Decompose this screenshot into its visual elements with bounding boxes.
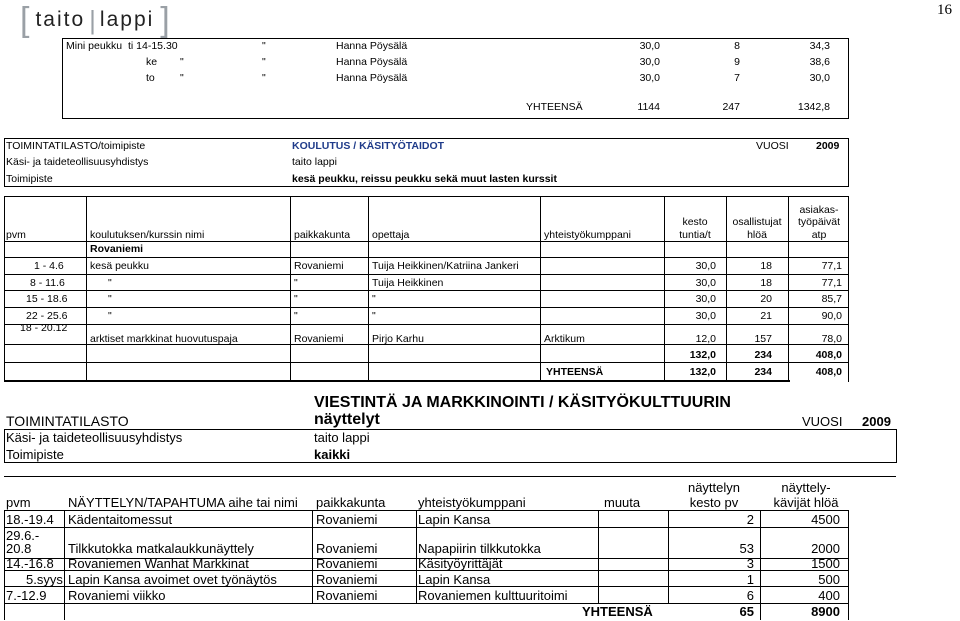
s1-h-kesto: kesto — [682, 216, 708, 228]
s2-cell-partner: Lapin Kansa — [418, 572, 491, 587]
s1-subtotal-atp: 408,0 — [815, 349, 842, 361]
s1-h-kesto-unit: tuntia/t — [679, 229, 711, 241]
s2-cell-partner: Käsityöyrittäjät — [418, 556, 503, 571]
top-cell-atp: 30,0 — [809, 72, 830, 84]
s1-cell-kesto: 30,0 — [695, 260, 716, 272]
top-cell-ditto: " — [262, 72, 266, 84]
s1-cell-place: " — [294, 293, 298, 305]
s2-h-duration-unit: kesto pv — [689, 495, 739, 510]
s1-cell-pvm: 15 - 18.6 — [26, 293, 68, 305]
s1-cell-pvm: 22 - 25.6 — [26, 310, 68, 322]
top-cell-day: to — [146, 72, 155, 84]
top-total-label: YHTEENSÄ — [526, 101, 583, 113]
s1-subtotal-kesto: 132,0 — [689, 349, 716, 361]
top-cell-atp: 38,6 — [809, 56, 830, 68]
s1-cell-osall: 21 — [760, 310, 772, 322]
s2-h-partner: yhteistyökumppani — [418, 495, 526, 510]
s2-cell-visitors: 400 — [818, 588, 840, 603]
top-cell-teacher: Hanna Pöysälä — [336, 40, 408, 52]
s1-h-atp-2: työpäivät — [797, 216, 841, 228]
s2-cell-duration: 2 — [746, 512, 754, 527]
s2-cell-pvm: 14.-16.8 — [6, 556, 54, 571]
s1-cell-teacher: " — [372, 310, 376, 322]
s2-h-visitors-unit: kävijät hlöä — [773, 495, 839, 510]
top-cell-ditto: " — [262, 40, 266, 52]
s2-cell-event: Rovaniemen Wanhat Markkinat — [68, 556, 249, 571]
s2-unit: kaikki — [314, 447, 351, 462]
s2-cell-pvm: 5.syys — [26, 572, 63, 587]
s1-h-osall-unit: hlöä — [747, 229, 767, 241]
s1-h-atp-1: asiakas- — [799, 204, 839, 216]
s1-total-label: YHTEENSÄ — [546, 366, 604, 378]
top-total-osall: 247 — [722, 101, 740, 113]
s1-cell-place: " — [294, 277, 298, 289]
s2-topic-line1: VIESTINTÄ JA MARKKINOINTI / KÄSITYÖKULTTUURIN — [314, 394, 731, 411]
top-cell-teacher: Hanna Pöysälä — [336, 56, 408, 68]
s1-cell-name: " — [108, 310, 112, 322]
s2-cell-visitors: 2000 — [811, 541, 840, 556]
s1-h-name: koulutuksen/kurssin nimi — [90, 229, 205, 241]
s1-cell-atp: 85,7 — [821, 293, 842, 305]
s1-cell-pvm: 1 - 4.6 — [34, 260, 64, 272]
s2-cell-partner: Lapin Kansa — [418, 512, 491, 527]
s2-h-duration: näyttelyn — [687, 480, 741, 495]
s1-cell-osall: 20 — [760, 293, 772, 305]
s1-cell-teacher: Tuija Heikkinen/Katriina Jankeri — [372, 260, 519, 272]
top-cell-teacher: Hanna Pöysälä — [336, 72, 408, 84]
s1-cell-place: " — [294, 310, 298, 322]
taito-lappi-logo — [20, 3, 170, 37]
s1-cell-atp: 77,1 — [821, 277, 842, 289]
logo-separator: | — [89, 5, 96, 35]
s1-assoc: taito lappi — [292, 156, 337, 168]
s1-h-teacher: opettaja — [372, 229, 410, 241]
s1-subtotal-osall: 234 — [754, 349, 772, 361]
s2-h-event: NÄYTTELYN/TAPAHTUMA aihe tai nimi — [68, 495, 298, 510]
s2-cell-pvm: 18.-19.4 — [6, 512, 54, 527]
s2-unit-label: Toimipiste — [6, 447, 64, 462]
s2-cell-duration: 53 — [739, 541, 754, 556]
top-total-atp: 1342,8 — [797, 101, 830, 113]
s2-cell-place: Rovaniemi — [316, 588, 378, 603]
s2-h-other: muuta — [604, 495, 641, 510]
s1-cell-teacher: " — [372, 293, 376, 305]
s2-cell-place: Rovaniemi — [316, 512, 378, 527]
s1-cell-name: " — [108, 277, 112, 289]
s2-cell-place: Rovaniemi — [316, 541, 378, 556]
top-cell-kesto: 30,0 — [639, 40, 660, 52]
s1-unit-label: Toimipiste — [6, 173, 53, 185]
s1-cell-kesto: 12,0 — [695, 333, 716, 345]
s1-h-atp-3: atp — [811, 229, 827, 241]
s2-cell-visitors: 500 — [818, 572, 840, 587]
s1-cell-name: kesä peukku — [90, 260, 149, 272]
s2-topic-line2: näyttelyt — [314, 411, 380, 428]
s2-cell-visitors: 1500 — [811, 556, 840, 571]
s2-total-label: YHTEENSÄ — [582, 604, 653, 619]
s1-topic: KOULUTUS / KÄSITYÖTAIDOT — [292, 140, 445, 152]
s2-cell-event: Tilkkutokka matkalaukkunäyttely — [68, 541, 254, 556]
s1-cell-name: " — [108, 293, 112, 305]
s1-cell-osall: 18 — [760, 260, 772, 272]
s2-org-label: TOIMINTATILASTO — [6, 413, 129, 429]
s2-cell-duration: 6 — [746, 588, 754, 603]
s2-h-visitors: näyttely- — [781, 480, 831, 495]
s1-cell-osall: 157 — [754, 333, 772, 345]
s1-cell-place: Rovaniemi — [294, 260, 344, 272]
s1-cell-name: arktiset markkinat huovutuspaja — [90, 333, 238, 345]
s2-cell-partner: Napapiirin tilkkutokka — [418, 541, 541, 556]
s1-cell-teacher: Pirjo Karhu — [372, 333, 424, 345]
s2-cell-pvm: 29.6.- — [6, 528, 40, 543]
s2-cell-duration: 1 — [746, 572, 754, 587]
s2-total-visitors: 8900 — [811, 604, 840, 619]
s2-cell-place: Rovaniemi — [316, 572, 378, 587]
s1-cell-atp: 78,0 — [821, 333, 842, 345]
s1-cell-kesto: 30,0 — [695, 293, 716, 305]
top-cell-atp: 34,3 — [809, 40, 830, 52]
logo-bracket-right: ] — [160, 1, 170, 39]
s1-org-label: TOIMINTATILASTO/toimipiste — [6, 140, 146, 152]
s2-cell-partner: Rovaniemen kulttuuritoimi — [418, 588, 568, 603]
s1-h-osall: osallistujat — [732, 216, 782, 228]
s1-total-atp: 408,0 — [815, 366, 842, 378]
s1-cell-atp: 90,0 — [821, 310, 842, 322]
s2-year-label: VUOSI — [802, 414, 843, 429]
s1-cell-place: Rovaniemi — [294, 333, 344, 345]
s1-cell-teacher: Tuija Heikkinen — [372, 277, 444, 289]
s2-cell-event: Rovaniemi viikko — [68, 588, 166, 603]
s1-cell-kesto: 30,0 — [695, 310, 716, 322]
s1-total-osall: 234 — [754, 366, 772, 378]
s1-cell-pvm: 18 - 20.12 — [20, 322, 68, 334]
top-cell-kesto: 30,0 — [639, 56, 660, 68]
top-cell-osall: 7 — [734, 72, 740, 84]
s2-cell-duration: 3 — [746, 556, 754, 571]
s2-cell-event: Kädentaitomessut — [68, 512, 173, 527]
top-cell-ditto: " — [262, 56, 266, 68]
top-cell-day: ti 14-15.30 — [128, 40, 178, 52]
s2-cell-pvm: 7.-12.9 — [6, 588, 47, 603]
s2-cell-visitors: 4500 — [811, 512, 840, 527]
s1-h-pvm: pvm — [6, 229, 26, 241]
top-total-kesto: 1144 — [637, 101, 660, 113]
top-cell-osall: 8 — [734, 40, 740, 52]
top-cell-ditto: " — [180, 72, 184, 84]
s2-cell-place: Rovaniemi — [316, 556, 378, 571]
s1-year-label: VUOSI — [756, 140, 789, 152]
s1-assoc-label: Käsi- ja taideteollisuusyhdistys — [6, 156, 149, 168]
s2-assoc: taito lappi — [314, 430, 370, 445]
s1-unit: kesä peukku, reissu peukku sekä muut lasten kurssit — [292, 173, 557, 185]
s2-assoc-label: Käsi- ja taideteollisuusyhdistys — [6, 430, 183, 445]
s2-h-place: paikkakunta — [316, 495, 386, 510]
s1-total-kesto: 132,0 — [689, 366, 716, 378]
s2-cell-pvm-end: 20.8 — [6, 541, 32, 556]
s2-year: 2009 — [862, 414, 891, 429]
s2-cell-event: Lapin Kansa avoimet ovet työnäytös — [68, 572, 277, 587]
top-cell-kesto: 30,0 — [639, 72, 660, 84]
page-number: 16 — [937, 2, 952, 18]
s1-cell-kesto: 30,0 — [695, 277, 716, 289]
top-cell-course: Mini peukku — [66, 40, 123, 52]
logo-word-taito: taito — [35, 8, 86, 31]
s1-cell-atp: 77,1 — [821, 260, 842, 272]
logo-word-lappi: lappi — [99, 8, 155, 31]
s2-total-duration: 65 — [739, 604, 754, 619]
s1-city: Rovaniemi — [90, 243, 144, 255]
s1-cell-partner: Arktikum — [544, 333, 585, 345]
logo-bracket-left: [ — [20, 1, 30, 39]
s1-cell-osall: 18 — [760, 277, 772, 289]
top-cell-osall: 9 — [734, 56, 740, 68]
top-cell-ditto: " — [180, 56, 184, 68]
top-cell-day: ke — [146, 56, 158, 68]
s1-h-partner: yhteistyökumppani — [544, 229, 631, 241]
s1-cell-pvm: 8 - 11.6 — [30, 277, 65, 289]
s1-h-place: paikkakunta — [294, 229, 351, 241]
s1-year: 2009 — [816, 140, 840, 152]
s2-h-pvm: pvm — [6, 495, 31, 510]
